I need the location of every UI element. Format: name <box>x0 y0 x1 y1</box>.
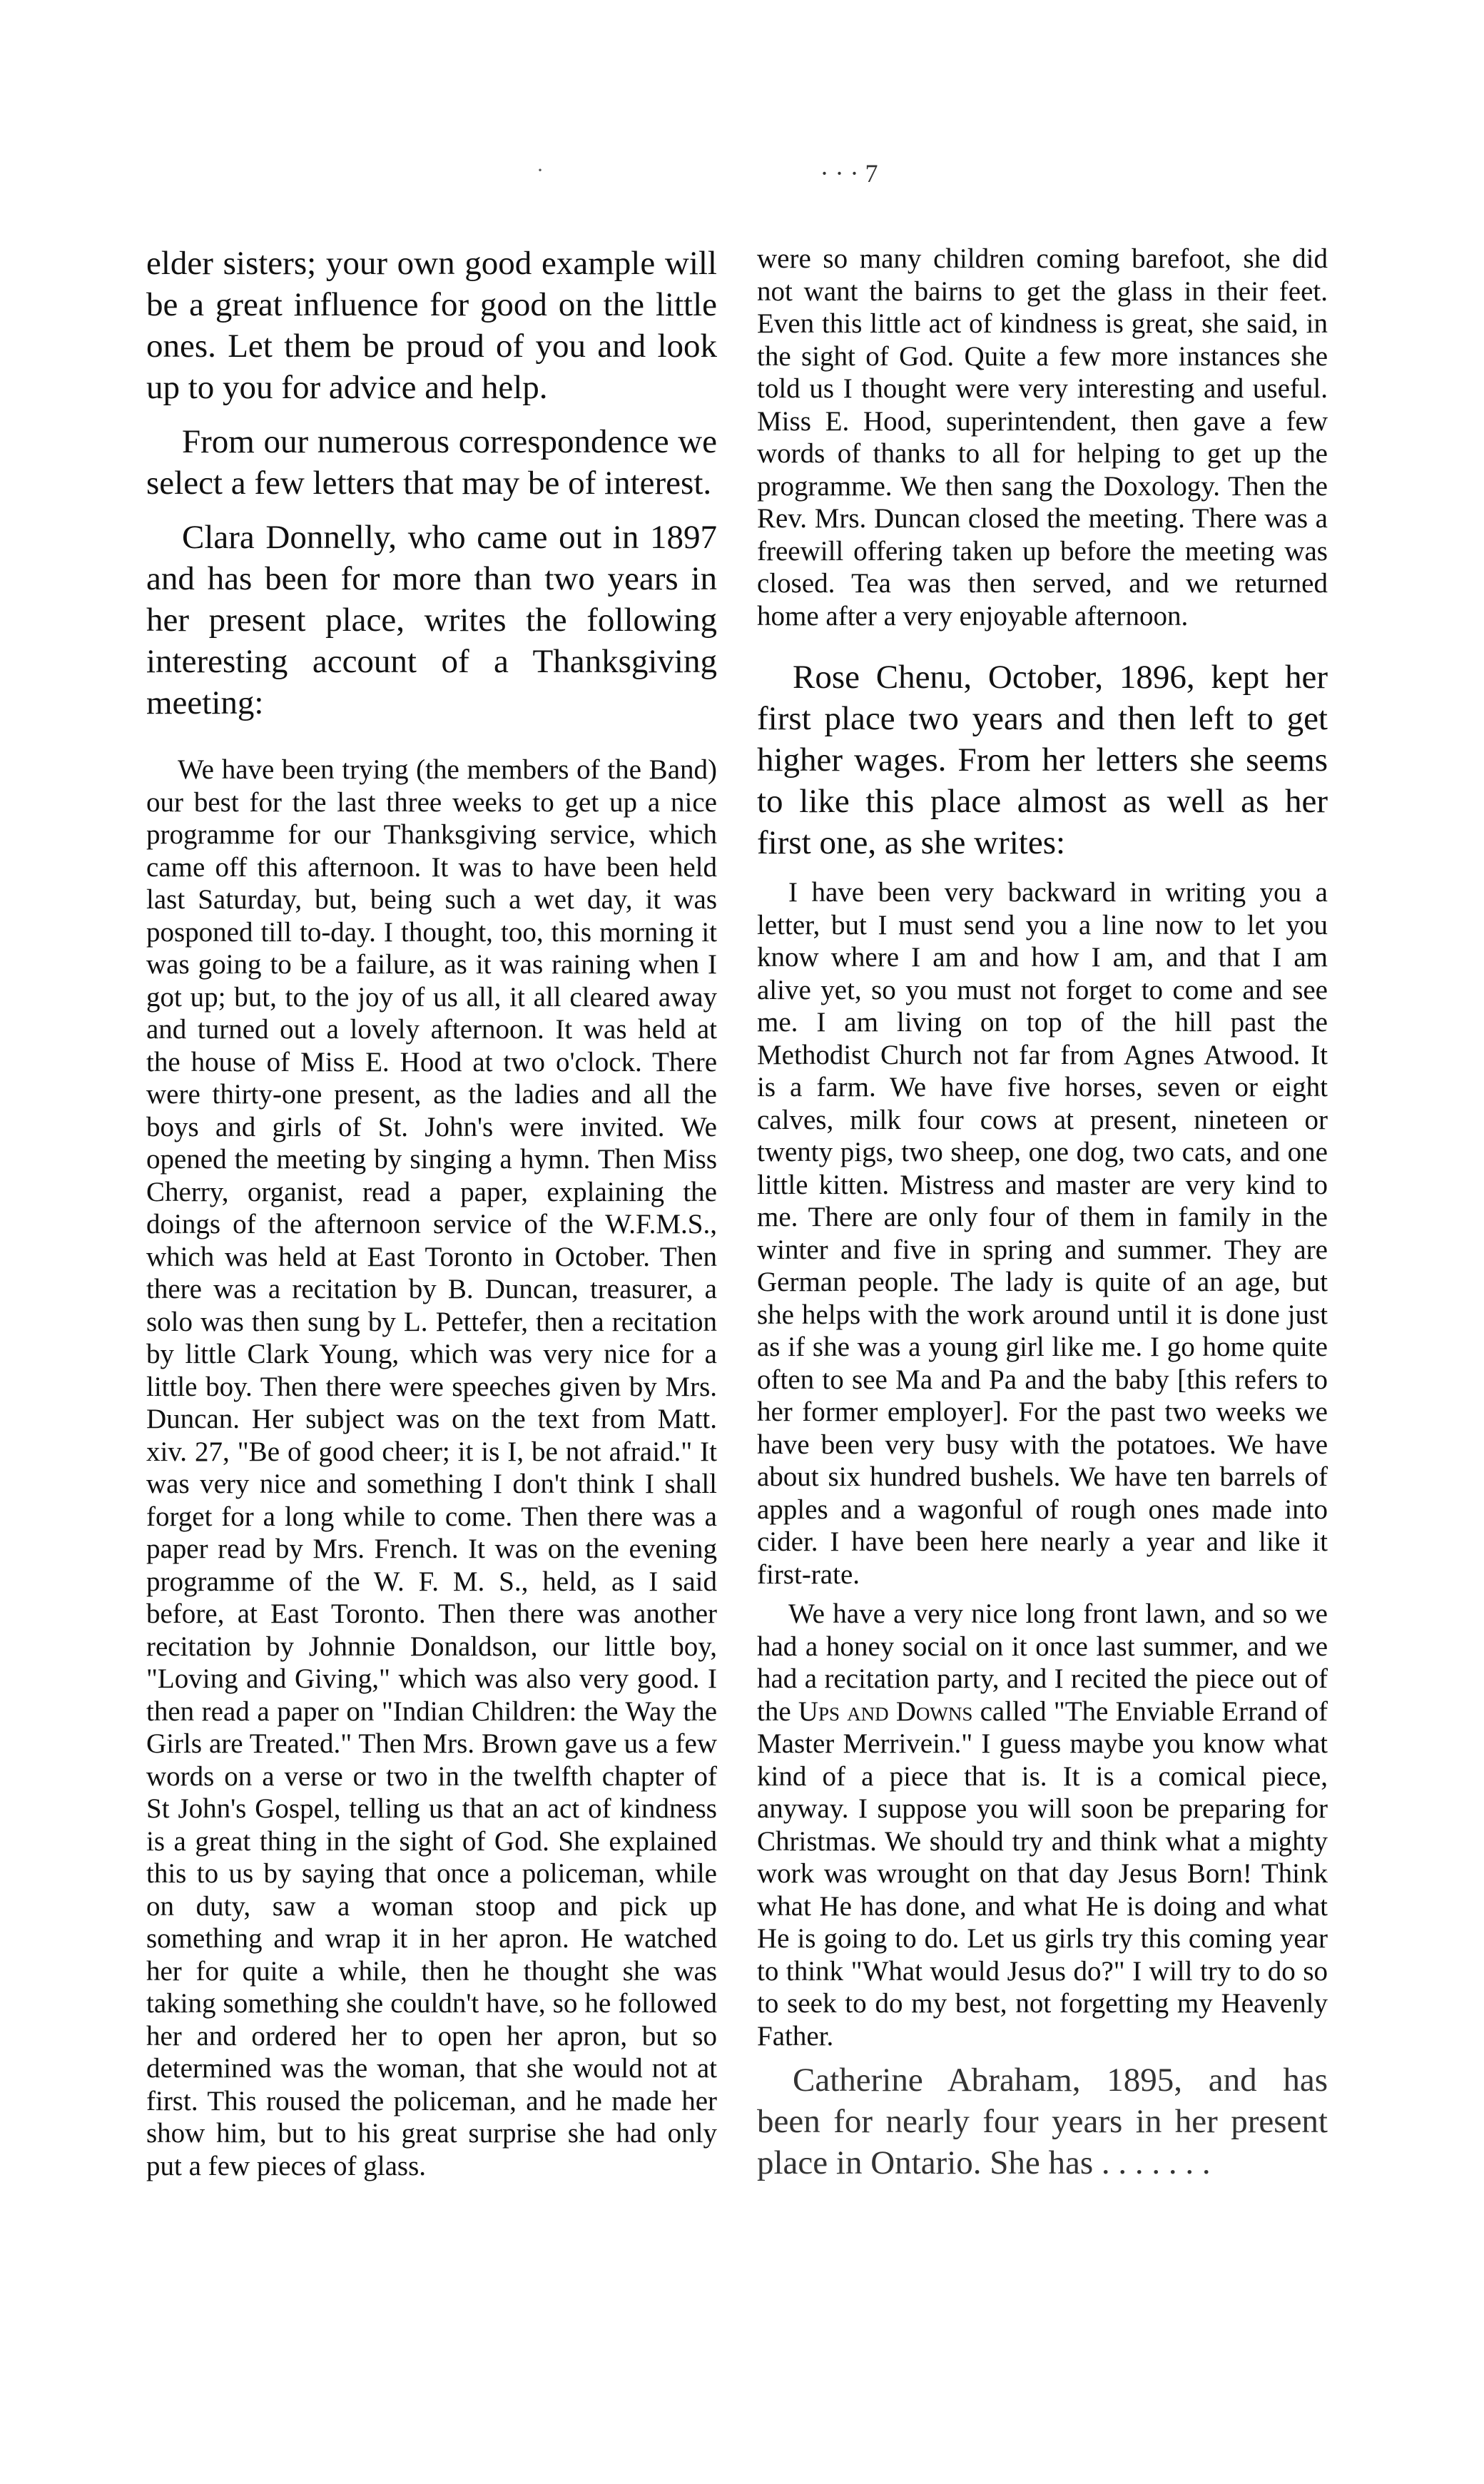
clara-letter-continuation: were so many children coming barefoot, she did not want the bairns to get the glass in their feet. Even this little act of kindness is great, she said, in the sight of God. Quite a few more instances she told us I thought were very interesting and useful. Miss E. Hood, superintendent, then gave a few words of thanks to all for helping to get up the programme. We then sang the Doxology. Then the Rev. Mrs. Duncan closed the meeting. There was a freewill offering taken up before the meeting was closed. Tea was then served, and we returned home after a very enjoyable afternoon. <box>757 243 1328 632</box>
right-column <box>757 243 1328 2196</box>
intro-continuation: elder sisters; your own good example will be a great influence for good on the little ones. Let them be proud of you and look up to you for advice and help. <box>146 245 717 406</box>
left-column <box>146 243 717 2189</box>
rose-chenu-intro: Rose Chenu, October, 1896, kept her first place two years and then left to get higher wages. From her letters she seems to like this place almost as well as her first one, as she writes: <box>757 659 1328 861</box>
catherine-abraham-intro: Catherine Abraham, 1895, and has been for nearly four years in her present place in Ontario. She has . . . . . . . <box>757 2062 1328 2181</box>
page-mark: · <box>537 158 544 182</box>
rose-chenu-letter-paragraph-2 <box>757 1598 1328 2052</box>
intro-select-letters: From our numerous correspondence we select a few letters that may be of interest. <box>146 423 717 502</box>
rose-letter-text-b: called "The Enviable Errand of Master Merrivein." I guess maybe you know what kind of a piece that is. It is a comical piece, anyway. I suppose you will soon be preparing for Christmas. We should try and think what a mighty work was wrought on that day Jesus Born! Think what He has done, and what He is doing and what He is going to do. Let us girls try this coming year to think "What would Jesus do?" I will try to do so to seek to do my best, not forgetting my Heavenly Father. <box>757 1695 1328 2052</box>
rose-letter-text-a: We have a very nice long front lawn, and so we had a honey social on it once last summer, and we had a recitation party, and I recited the piece out of the <box>757 1598 1328 1727</box>
ups-and-downs-title: Ups and Downs <box>798 1695 973 1727</box>
rose-chenu-letter-paragraph-1: I have been very backward in writing you a letter, but I must send you a line now to let you know where I am and how I am, and that I am alive yet, so you must not forget to come and see me. I am living on top of the hill past the Methodist Church not far from Agnes Atwood. It is a farm. We have five horses, seven or eight calves, milk four cows at present, nineteen or twenty pigs, two sheep, one dog, two cats, and one little kitten. Mistress and master are very kind to me. There are only four of them in family in the winter and five in spring and summer. They are German people. The lady is quite of an age, but she helps with the work around until it is done just as if she was a young girl like me. I go home quite often to see Ma and Pa and the baby [this refers to her former employer]. For the past two weeks we have been very busy with the potatoes. We have about six hundred bushels. We have ten barrels of apples and a wagonful of rough ones made into cider. I have been here nearly a year and like it first-rate. <box>757 877 1328 1590</box>
clara-donnelly-intro: Clara Donnelly, who came out in 1897 and has been for more than two years in her present place, writes the following interesting account of a Thanksgiving meeting: <box>146 519 717 721</box>
page-number: · · · 7 <box>820 159 878 188</box>
clara-donnelly-letter: We have been trying (the members of the Band) our best for the last three weeks to get up a nice programme for our Thanksgiving service, which came off this afternoon. It was to have been held last Saturday, but, being such a wet day, it was posponed till to-day. I thought, too, this morning it was going to be a failure, as it was raining when I got up; but, to the joy of us all, it all cleared away and turned out a lovely afternoon. It was held at the house of Miss E. Hood at two o'clock. There were thirty-one present, as the ladies and all the boys and girls of St. John's were invited. We opened the meeting by singing a hymn. Then Miss Cherry, organist, read a paper, explaining the doings of the afternoon service of the W.F.M.S., which was held at East Toronto in October. Then there was a recitation by B. Duncan, treasurer, a solo was then sung by L. Pettefer, then a recitation by little Clark Young, which was very nice for a little boy. Then there were speeches given by Mrs. Duncan. Her subject was on the text from Matt. xiv. 27, "Be of good cheer; it is I, be not afraid." It was very nice and something I don't think I shall forget for a long while to come. Then there was a paper read by Mrs. French. It was on the evening programme of the W. F. M. S., held, as I said before, at East Toronto. Then there was another recitation by Johnnie Donaldson, our little boy, "Loving and Giving," which was also very good. I then read a paper on "Indian Children: the Way the Girls are Treated." Then Mrs. Brown gave us a few words on a verse or two in the twelfth chapter of St John's Gospel, telling us that an act of kindness is a great thing in the sight of God. She explained this to us by saying that once a policeman, while on duty, saw a woman stoop and pick up something and wrap it in her apron. He watched her for quite a while, then he thought she was taking something she couldn't have, so he followed her and ordered her to open her apron, but so determined was the woman, that she would not at first. This roused the policeman, and he made her show him, but to his great surprise she had only put a few pieces of glass. <box>146 754 717 2181</box>
